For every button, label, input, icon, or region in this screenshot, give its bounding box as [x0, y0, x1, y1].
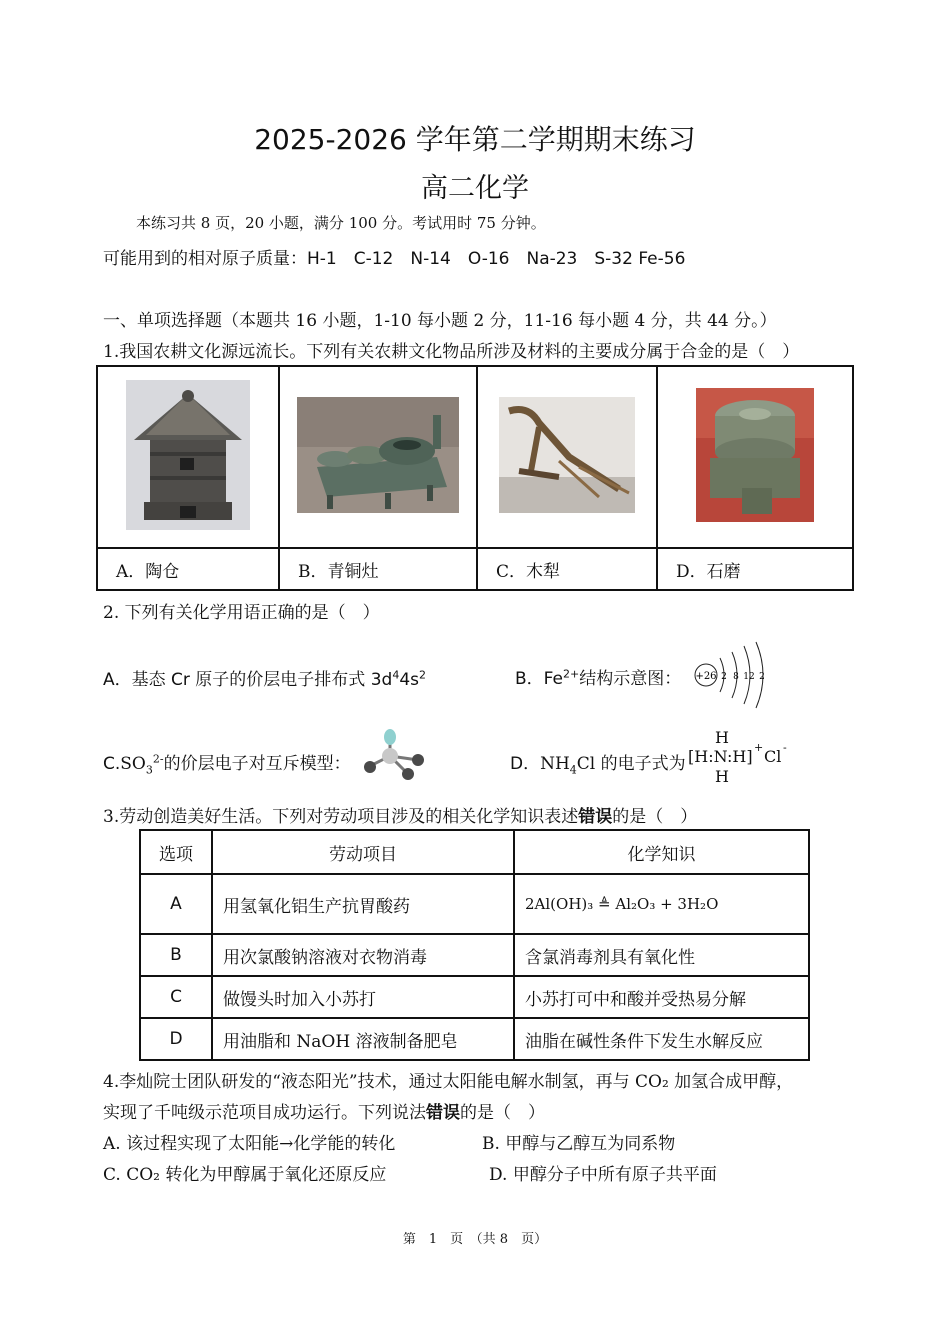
page-number: 第 1 页 （共 8 页）	[402, 1232, 548, 1247]
q3-task: 用次氯酸钠溶液对衣物消毒	[212, 934, 514, 976]
minus-charge: -	[783, 741, 787, 754]
shell-1-label: 2	[721, 672, 727, 682]
q1-option-c: C．木犁	[477, 548, 657, 590]
q1-stem: 1.我国农耕文化源远流长。下列有关农耕文化物品所涉及材料的主要成分属于合金的是（ ）	[103, 342, 800, 362]
q3-option-label: A	[140, 874, 212, 934]
q4-stem-line2: 实现了千吨级示范项目成功运行。下列说法错误的是（ ）	[103, 1103, 545, 1123]
table-row	[140, 874, 809, 934]
wooden-plough-image	[499, 397, 635, 513]
q3-knowledge: 小苏打可中和酸并受热易分解	[514, 976, 809, 1018]
q1-image-cell-a	[97, 366, 279, 548]
chloride-label: Cl	[764, 747, 782, 766]
ammonium-bracket: [H:N:H]	[688, 747, 753, 766]
q4-option-b: B. 甲醇与乙醇互为同系物	[482, 1134, 676, 1154]
vsepr-model-icon	[360, 728, 432, 782]
q3-task: 用氢氧化铝生产抗胃酸药	[212, 874, 514, 934]
stone-mill-image	[696, 388, 814, 522]
q1-option-table	[96, 365, 854, 591]
q1-option-a: A．陶仓	[97, 548, 279, 590]
q3-header-knowledge: 化学知识	[514, 830, 809, 874]
q1-image-cell-b	[279, 366, 477, 548]
q2-option-d: D．$NH_4Cl$ 的电子式为	[510, 754, 686, 777]
q3-table	[139, 829, 810, 1061]
pottery-granary-image	[126, 380, 250, 530]
exam-title: 2025-2026 学年第二学期期末练习	[254, 123, 696, 156]
shell-2-label: 8	[733, 672, 739, 682]
table-row	[140, 976, 809, 1018]
bottom-h-label: H	[715, 767, 729, 786]
nucleus-label: +26	[695, 671, 717, 682]
q3-option-label: B	[140, 934, 212, 976]
q3-knowledge: 油脂在碱性条件下发生水解反应	[514, 1018, 809, 1060]
q1-option-d: D．石磨	[657, 548, 853, 590]
exam-info: 本练习共 8 页，20 小题，满分 100 分。考试用时 75 分钟。	[136, 214, 546, 232]
top-h-label: H	[715, 728, 729, 747]
nh4cl-electron-formula	[688, 728, 808, 788]
q4-option-c: C. CO₂ 转化为甲醇属于氧化还原反应	[103, 1165, 387, 1185]
q2-option-c: $C.SO_3^{2-}$的价层电子对互斥模型：	[103, 752, 351, 777]
q4-option-d: D. 甲醇分子中所有原子共平面	[489, 1165, 717, 1185]
q4-option-a: A. 该过程实现了太阳能→化学能的转化	[103, 1134, 396, 1154]
section-heading: 一、单项选择题（本题共 16 小题，1-10 每小题 2 分，11-16 每小题 4 分，共 44 分。）	[103, 311, 777, 331]
shell-3-label: 12	[743, 672, 755, 682]
q1-image-cell-d	[657, 366, 853, 548]
q3-task: 用油脂和 NaOH 溶液制备肥皂	[212, 1018, 514, 1060]
q3-option-label: D	[140, 1018, 212, 1060]
table-row	[140, 1018, 809, 1060]
table-row	[140, 934, 809, 976]
q2-option-b: B．$Fe^{2+}$结构示意图：	[515, 667, 682, 689]
q3-knowledge: 2Al(OH)₃ ≜ Al₂O₃ + 3H₂O	[514, 874, 809, 934]
q3-stem: 3.劳动创造美好生活。下列对劳动项目涉及的相关化学知识表述错误的是（ ）	[103, 807, 698, 827]
shell-4-label: 2	[759, 672, 765, 682]
q2-option-a: A．基态 Cr 原子的价层电子排布式 $3d^44s^2$	[103, 668, 426, 690]
fe2-structure-diagram	[690, 640, 770, 710]
bronze-stove-image	[297, 397, 459, 513]
q3-knowledge: 含氯消毒剂具有氧化性	[514, 934, 809, 976]
q3-task: 做馒头时加入小苏打	[212, 976, 514, 1018]
exam-subtitle: 高二化学	[421, 173, 529, 204]
q1-option-b: B．青铜灶	[279, 548, 477, 590]
q1-image-cell-c	[477, 366, 657, 548]
q3-header-task: 劳动项目	[212, 830, 514, 874]
q3-option-label: C	[140, 976, 212, 1018]
plus-charge: +	[754, 741, 764, 754]
q4-stem-line1: 4.李灿院士团队研发的“液态阳光”技术，通过太阳能电解水制氢，再与 CO₂ 加氢合成甲醇，	[103, 1072, 794, 1092]
q2-stem: 2. 下列有关化学用语正确的是（ ）	[103, 603, 380, 623]
atomic-masses: 可能用到的相对原子质量：H-1 C-12 N-14 O-16 Na-23 S-32 Fe-56	[103, 249, 686, 269]
q3-header-option: 选项	[140, 830, 212, 874]
